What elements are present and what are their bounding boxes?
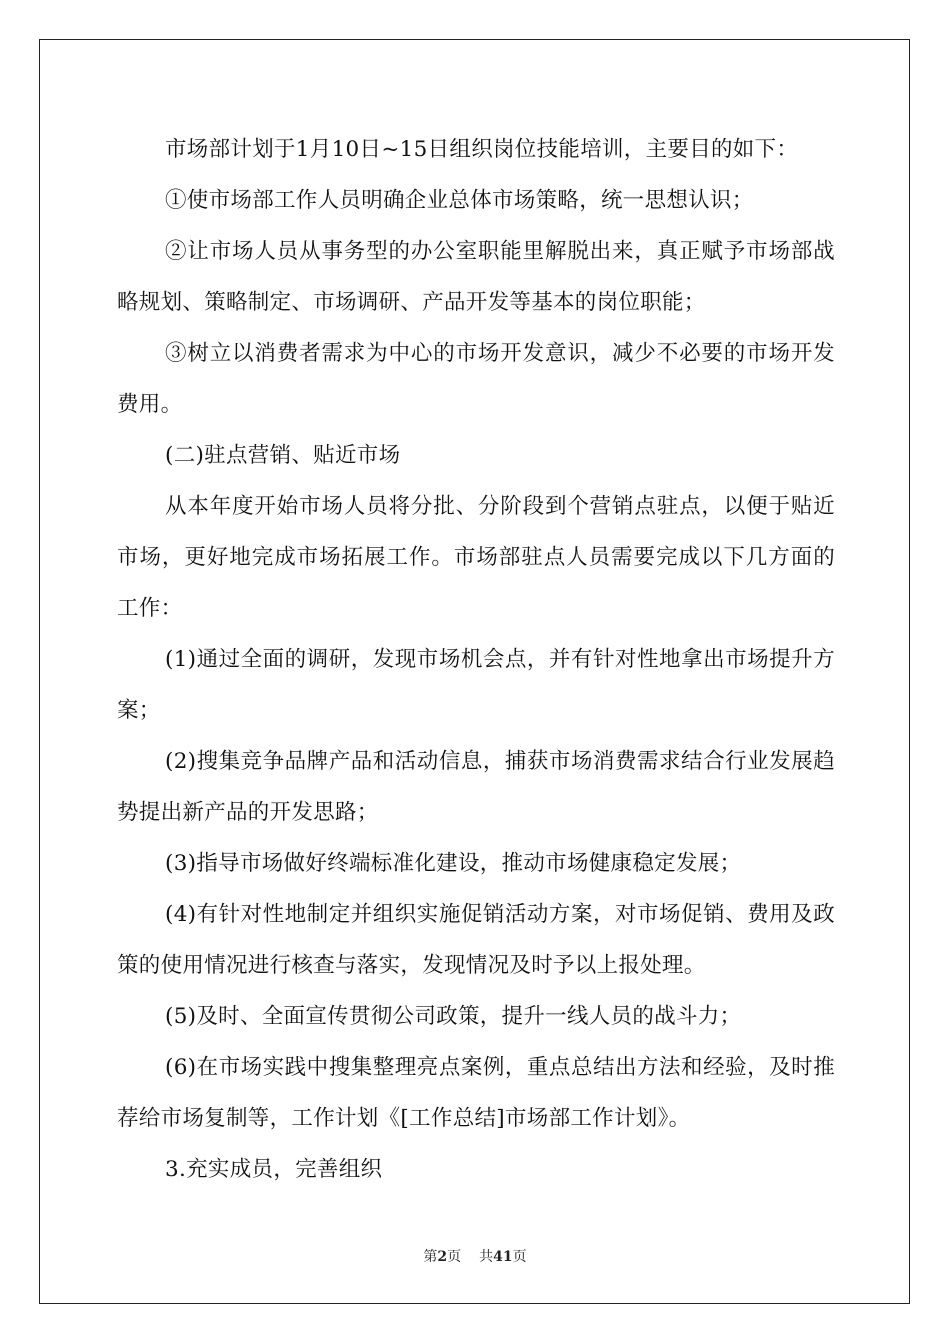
paragraph: ③树立以消费者需求为中心的市场开发意识，减少不必要的市场开发费用。 xyxy=(117,341,835,417)
total-prefix: 共 xyxy=(479,1249,494,1265)
document-body xyxy=(117,124,835,1195)
page-suffix: 页 xyxy=(447,1249,462,1265)
paragraph: ①使市场部工作人员明确企业总体市场策略，统一思想认识； xyxy=(165,188,754,213)
total-pages: 41 xyxy=(493,1249,513,1265)
paragraph: (5)及时、全面宣传贯彻公司政策，提升一线人员的战斗力； xyxy=(165,1004,742,1029)
section-heading: 3.充实成员，完善组织 xyxy=(165,1157,383,1182)
paragraph: (4)有针对性地制定并组织实施促销活动方案，对市场促销、费用及政策的使用情况进行核查与落实，发现情况及时予以上报处理。 xyxy=(117,902,835,978)
paragraph: (6)在市场实践中搜集整理亮点案例，重点总结出方法和经验，及时推荐给市场复制等，工作计划《[工作总结]市场部工作计划》。 xyxy=(117,1055,835,1131)
page-prefix: 第 xyxy=(423,1249,438,1265)
paragraph: ②让市场人员从事务型的办公室职能里解脱出来，真正赋予市场部战略规划、策略制定、市场调研、产品开发等基本的岗位职能； xyxy=(117,239,835,315)
paragraph: (2)搜集竞争品牌产品和活动信息，捕获市场消费需求结合行业发展趋势提出新产品的开发思路； xyxy=(117,749,835,825)
paragraph: (3)指导市场做好终端标准化建设，推动市场健康稳定发展； xyxy=(165,851,742,876)
page-number: 2 xyxy=(437,1249,448,1265)
total-suffix: 页 xyxy=(512,1249,527,1265)
paragraph: (1)通过全面的调研，发现市场机会点，并有针对性地拿出市场提升方案； xyxy=(117,647,835,723)
page-footer xyxy=(0,1246,950,1266)
section-heading: (二)驻点营销、贴近市场 xyxy=(165,443,401,468)
paragraph: 市场部计划于1月10日~15日组织岗位技能培训，主要目的如下： xyxy=(165,137,799,162)
paragraph: 从本年度开始市场人员将分批、分阶段到个营销点驻点，以便于贴近市场，更好地完成市场拓展工作。市场部驻点人员需要完成以下几方面的工作： xyxy=(117,494,835,621)
